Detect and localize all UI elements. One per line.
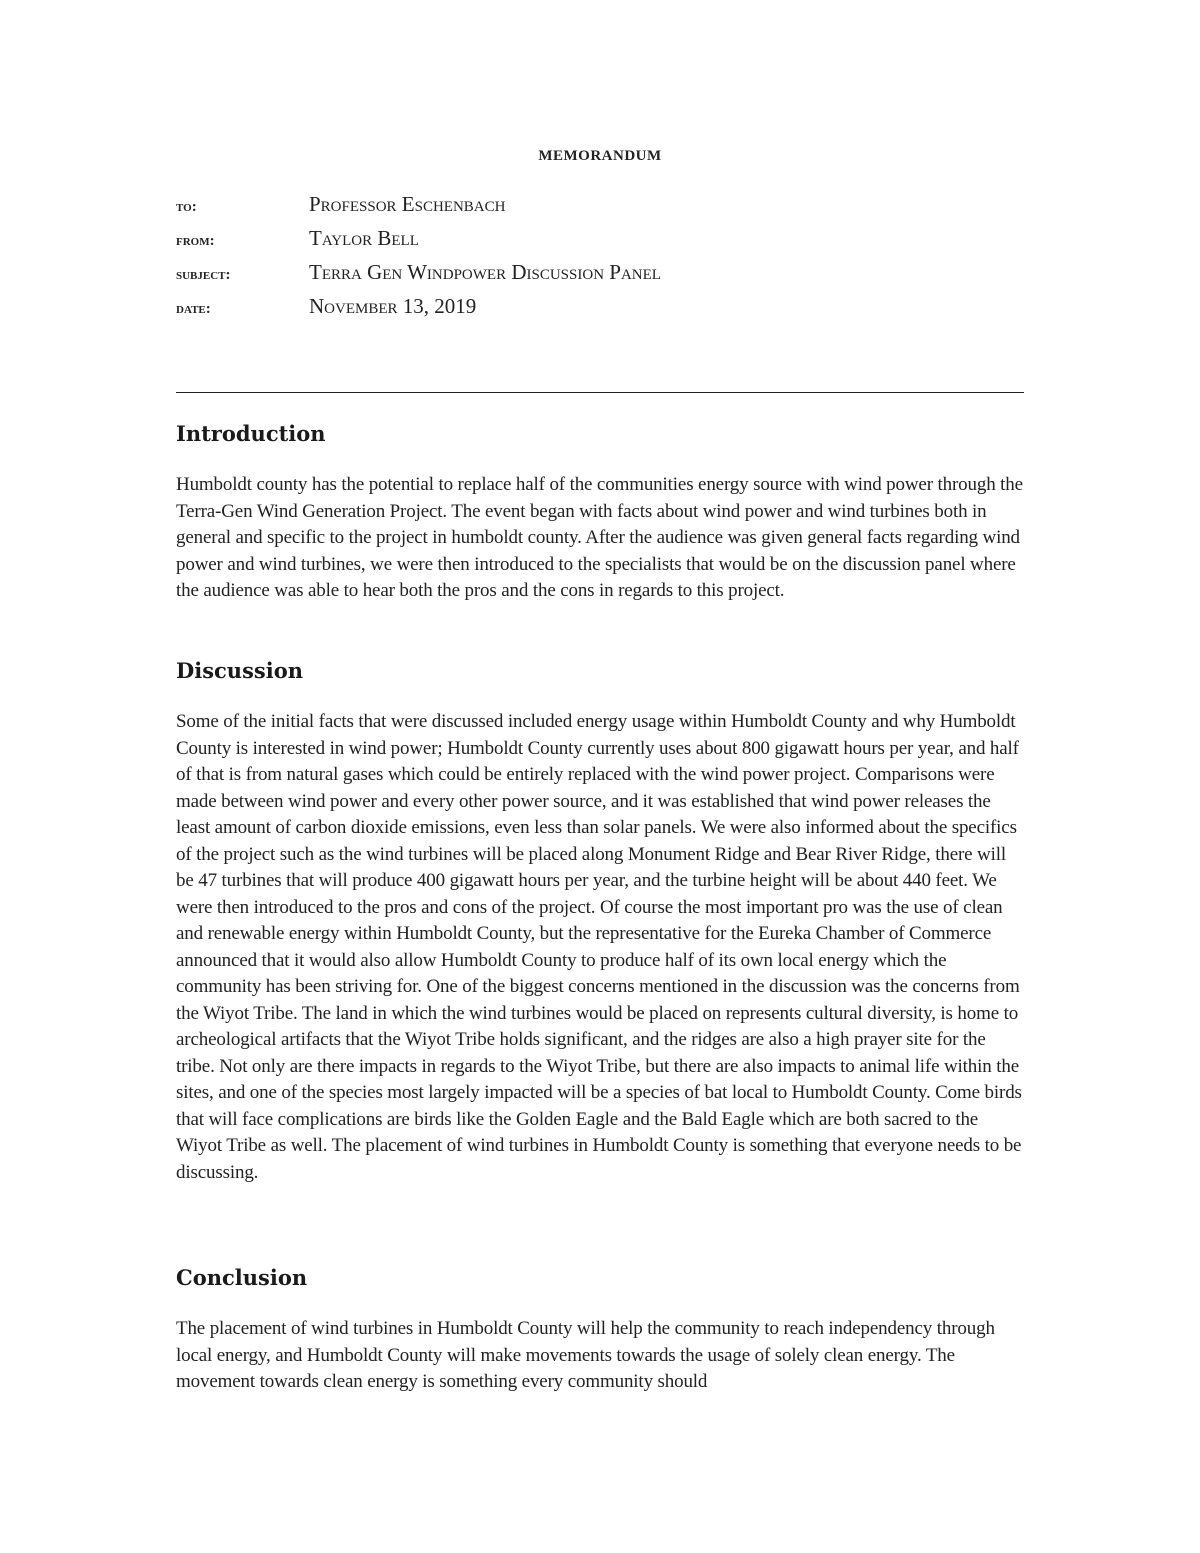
header-row-to bbox=[176, 192, 1026, 226]
from-label: from: bbox=[176, 233, 215, 249]
conclusion-heading: Conclusion bbox=[176, 1265, 308, 1290]
discussion-body: Some of the initial facts that were discussed included energy usage within Humboldt County and why Humboldt County is interested in wind power; Humboldt County currently uses about 800 gigawatt hours per year, and half of that is from natural gases which could be entirely replaced with the wind power project. Comparisons were made between wind power and every other power source, and it was established that wind power releases the least amount of carbon dioxide emissions, even less than solar panels. We were also informed about the specifics of the project such as the wind turbines will be placed along Monument Ridge and Bear River Ridge, there will be 47 turbines that will produce 400 gigawatt hours per year, and the turbine height will be about 440 feet. We were then introduced to the pros and cons of the project. Of course the most important pro was the use of clean and renewable energy within Humboldt County, but the representative for the Eureka Chamber of Commerce announced that it would also allow Humboldt County to produce half of its own local energy which the community has been striving for. One of the biggest concerns mentioned in the discussion was the concerns from the Wiyot Tribe. The land in which the wind turbines would be placed on represents cultural diversity, is home to archeological artifacts that the Wiyot Tribe holds significant, and the ridges are also a high prayer site for the tribe. Not only are there impacts in regards to the Wiyot Tribe, but there are also impacts to animal life within the sites, and one of the species most largely impacted will be a species of bat local to Humboldt County. Come birds that will face complications are birds like the Golden Eagle and the Bald Eagle which are both sacred to the Wiyot Tribe as well. The placement of wind turbines in Humboldt County is something that everyone needs to be discussing. bbox=[176, 711, 1022, 1183]
to-label: to: bbox=[176, 199, 197, 215]
date-value: November 13, 2019 bbox=[309, 294, 477, 318]
subject-label: subject: bbox=[176, 267, 231, 283]
conclusion-section bbox=[176, 1265, 1024, 1396]
memo-title: MEMORANDUM bbox=[538, 148, 662, 164]
subject-value: Terra Gen Windpower Discussion Panel bbox=[309, 260, 661, 284]
memo-header bbox=[176, 192, 1026, 328]
introduction-body: Humboldt county has the potential to replace half of the communities energy source with wind power through the Terra-Gen Wind Generation Project. The event began with facts about wind power and wind turbines both in general and specific to the project in humboldt county. After the audience was given general facts regarding wind power and wind turbines, we were then introduced to the specialists that would be on the discussion panel where the audience was able to hear both the pros and the cons in regards to this project. bbox=[176, 474, 1023, 601]
discussion-section bbox=[176, 658, 1024, 1186]
header-row-date bbox=[176, 294, 1026, 328]
discussion-heading: Discussion bbox=[176, 658, 303, 683]
date-label: date: bbox=[176, 301, 211, 317]
to-value: Professor Eschenbach bbox=[309, 192, 506, 216]
header-row-subject bbox=[176, 260, 1026, 294]
introduction-section bbox=[176, 421, 1024, 605]
conclusion-body: The placement of wind turbines in Humboldt County will help the community to reach independency through local energy, and Humboldt County will make movements towards the usage of solely clean energy. The movement towards clean energy is something every community should bbox=[176, 1318, 995, 1392]
header-row-from bbox=[176, 226, 1026, 260]
header-divider bbox=[176, 392, 1024, 393]
introduction-heading: Introduction bbox=[176, 421, 326, 446]
from-value: Taylor Bell bbox=[309, 226, 419, 250]
